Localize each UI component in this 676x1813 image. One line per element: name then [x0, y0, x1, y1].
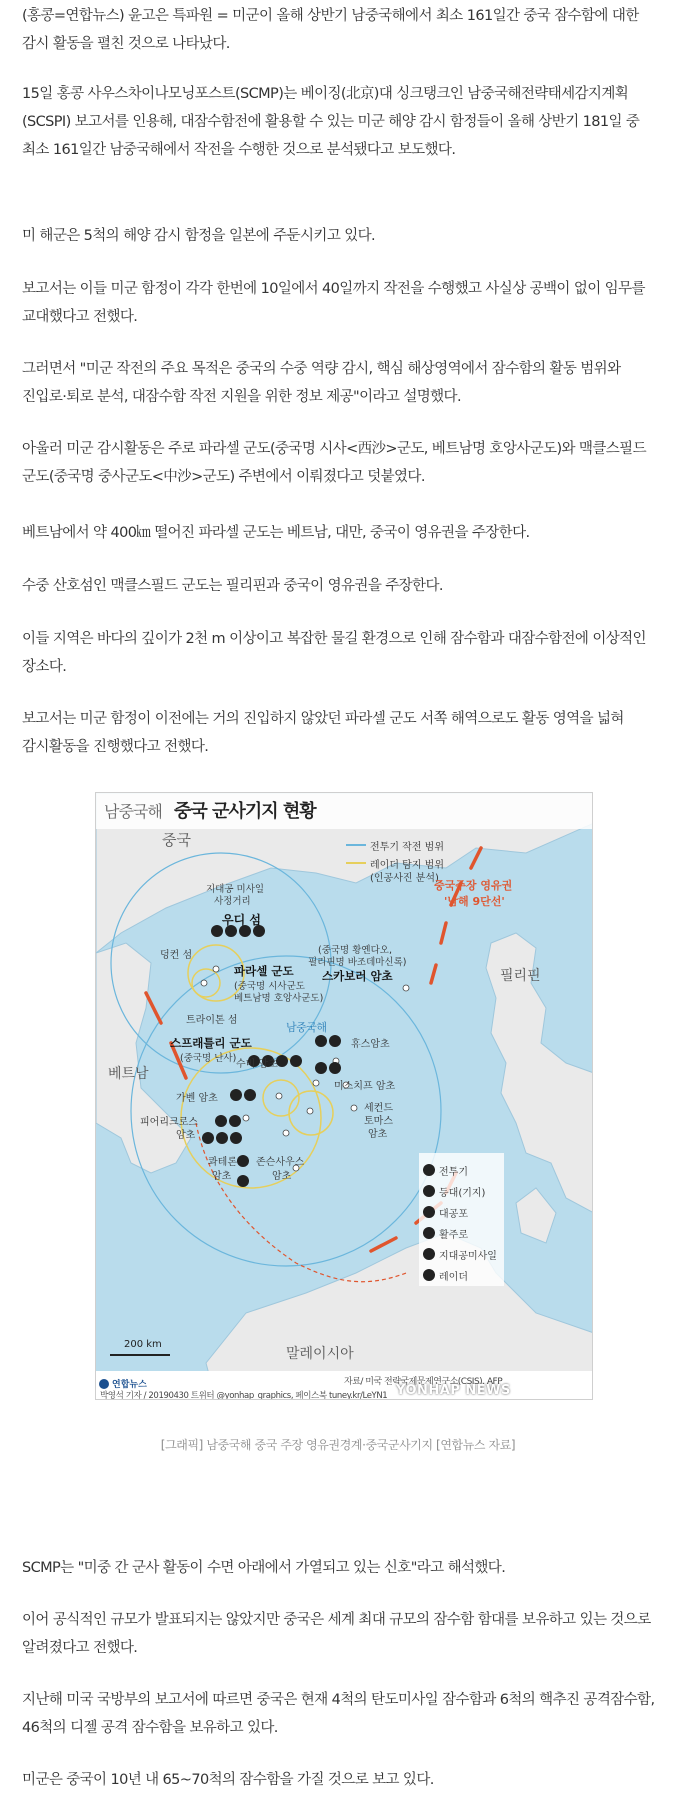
title-bar: [96, 793, 593, 829]
paragraph-14: 미군은 중국이 10년 내 65~70척의 잠수함을 가질 것으로 보고 있다.: [22, 1772, 434, 1788]
legend-item-radar: 레이더: [439, 1272, 468, 1283]
map-title-sea: 남중국해: [104, 802, 162, 821]
claim-label-1: 중국주장 영유권: [434, 879, 513, 892]
sam-range-label-2: 사정거리: [214, 896, 251, 907]
map-figure: [95, 792, 593, 1400]
paragraph-2: 15일 홍콩 사우스차이나모닝포스트(SCMP)는 베이징(北京)대 싱크탱크인 남중국해전략태세감지계획(SCSPI) 보고서를 인용해, 대잠수함전에 활용할 수 있는 미군 해양 감시 함정들이 올해 상반기 181일 중 최소 161일간 남중국해에서 작전을 수행한 것으로 분석됐다고 보도했다.: [22, 86, 640, 158]
paragraph-1: (홍콩=연합뉴스) 윤고은 특파원 = 미군이 올해 상반기 남중국해에서 최소 161일간 중국 잠수함에 대한 감시 활동을 펼친 것으로 나타났다.: [22, 8, 639, 52]
paragraph-5: 그러면서 "미군 작전의 주요 목적은 중국의 수중 역량 감시, 핵심 해상영역에서 잠수함의 활동 범위와 진입로·퇴로 분석, 대잠수함 작전 지원을 위한 정보 제공"이라고 설명했다.: [22, 361, 621, 405]
gaven-reef-label: 가벤 암초: [176, 1093, 218, 1104]
paracel-note-1: (중국명 시사군도: [234, 981, 305, 992]
paragraph-9: 이들 지역은 바다의 깊이가 2천 m 이상이고 복잡한 물길 환경으로 인해 잠수함과 대잠수함전에 이상적인 장소다.: [22, 631, 646, 675]
yonhap-logo-icon: [99, 1379, 109, 1389]
map-graphic: [96, 793, 593, 1400]
paragraph-10: 보고서는 미군 함정이 이전에는 거의 진입하지 않았던 파라셀 군도 서쪽 해역으로도 활동 영역을 넓혀 감시활동을 진행했다고 전했다.: [22, 711, 624, 755]
legend-item-sam: 지대공미사일: [439, 1251, 497, 1262]
mischief-reef-label: 미스치프 암초: [334, 1081, 396, 1092]
scarborough-label: 스카보러 암초: [322, 969, 393, 983]
map-source: 자료/ 미국 전략국제문제연구소(CSIS), AFP: [344, 1377, 503, 1387]
label-malaysia: 말레이시아: [286, 1346, 354, 1362]
fiery-cross-label-2: 암초: [176, 1130, 196, 1141]
legend-item-anti-aircraft: 대공포: [439, 1209, 468, 1220]
johnson-label-1: 존슨사우스: [256, 1157, 305, 1168]
paragraph-13: 지난해 미국 국방부의 보고서에 따르면 중국은 현재 4척의 탄도미사일 잠수함과 6척의 핵추진 공격잠수함, 46척의 디젤 공격 잠수함을 보유하고 있다.: [22, 1692, 655, 1736]
second-thomas-label-3: 암초: [368, 1129, 388, 1140]
legend-fighter-label: 전투기 작전 범위: [370, 842, 444, 853]
hughes-reef-label: 휴스암초: [351, 1039, 390, 1050]
second-thomas-label-2: 토마스: [364, 1116, 393, 1127]
fiery-cross-label-1: 피어리크로스: [140, 1117, 198, 1128]
scale-label: 200 km: [124, 1339, 162, 1350]
paragraph-7: 베트남에서 약 400㎞ 떨어진 파라셀 군도는 베트남, 대만, 중국이 영유권을 주장한다.: [22, 525, 530, 541]
cuarteron-label-1: 콰테론: [208, 1157, 237, 1168]
legend-item-lighthouse: 등대(기지): [439, 1188, 486, 1199]
sam-range-label-1: 지대공 미사일: [206, 884, 265, 895]
second-thomas-label-1: 세컨드: [364, 1103, 393, 1114]
legend-item-fighter: 전투기: [439, 1167, 468, 1178]
woody-island-label: 우디 섬: [222, 913, 261, 927]
paracel-note-2: 베트남명 호앙사군도): [234, 993, 324, 1004]
label-south-china-sea: 남중국해: [286, 1021, 327, 1034]
claim-label-2: '남해 9단선': [444, 895, 505, 908]
paragraph-6: 아울러 미군 감시활동은 주로 파라셀 군도(중국명 시사<西沙>군도, 베트남명 호앙사군도)와 맥클스필드 군도(중국명 중사군도<中沙>군도) 주변에서 이뤄졌다고 덧붙였다.: [22, 441, 646, 485]
paracel-label: 파라셀 군도: [234, 964, 294, 978]
legend-item-runway: 활주로: [439, 1230, 468, 1241]
spratly-label: 스프래틀리 군도: [170, 1036, 252, 1050]
johnson-label-2: 암초: [272, 1171, 292, 1182]
map-title: 중국 군사기지 현황: [174, 801, 316, 822]
paragraph-8: 수중 산호섬인 맥클스필드 군도는 필리핀과 중국이 영유권을 주장한다.: [22, 578, 443, 594]
paragraph-11: SCMP는 "미중 간 군사 활동이 수면 아래에서 가열되고 있는 신호"라고 해석했다.: [22, 1560, 506, 1576]
triton-island-label: 트라이톤 섬: [186, 1015, 238, 1026]
subi-reef-label: 수비 암초: [236, 1059, 278, 1070]
scarborough-note-2: 필리핀명 바조데마신록): [308, 957, 407, 968]
south-china-sea-map: [95, 792, 593, 1400]
map-credit: 박영석 기자 / 20190430 트위터 @yonhap_graphics, 페이스북 tuney.kr/LeYN1: [100, 1391, 388, 1400]
legend-radar-label: 레이더 탐지 범위: [370, 860, 444, 871]
legend-radar-note: (인공사진 분석): [370, 873, 439, 884]
watermark: YONHAP NEWS: [396, 1383, 511, 1398]
label-china: 중국: [162, 831, 191, 849]
figure-caption: [그래픽] 남중국해 중국 주장 영유권경계·중국군사기지 [연합뉴스 자료]: [160, 1438, 516, 1452]
spratly-note: (중국명 난사): [180, 1053, 237, 1064]
label-philippines: 필리핀: [500, 968, 541, 984]
cuarteron-label-2: 암초: [212, 1171, 232, 1182]
label-vietnam: 베트남: [108, 1066, 149, 1082]
paragraph-4: 보고서는 이들 미군 함정이 각각 한번에 10일에서 40일까지 작전을 수행했고 사실상 공백이 없이 임무를 교대했다고 전했다.: [22, 281, 645, 325]
scarborough-note-1: (중국명 황옌다오,: [318, 945, 392, 956]
paragraph-3: 미 해군은 5척의 해양 감시 함정을 일본에 주둔시키고 있다.: [22, 228, 376, 244]
paragraph-12: 이어 공식적인 규모가 발표되지는 않았지만 중국은 세계 최대 규모의 잠수함 함대를 보유하고 있는 것으로 알려졌다고 전했다.: [22, 1612, 651, 1656]
duncan-island-label: 덩컨 섬: [160, 950, 193, 961]
agency-small: 연합뉴스: [112, 1380, 147, 1390]
